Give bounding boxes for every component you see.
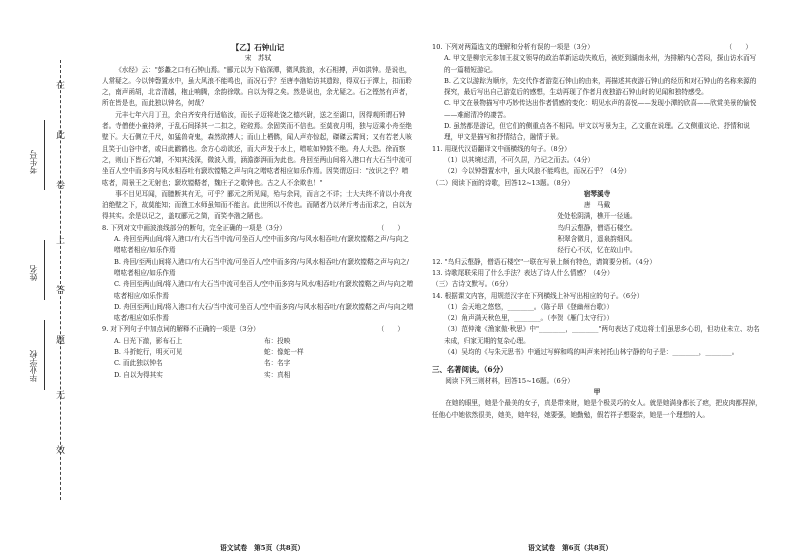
q8-option: D. 舟回至两山间/将入港口有大石/当中流可坐百人/空中而多窍/与风水相吞吐/有窾坎镗鞳之声/与向之噌吰者/相应如乐作焉 [114, 302, 414, 323]
question-11: 11. 用现代汉语翻译文中画横线的句子。（8分） [432, 144, 571, 153]
poem-title: 宿琴溪寺 [583, 189, 611, 198]
name-line [44, 240, 45, 300]
binding-char: 卷 [56, 181, 66, 191]
q9-option: B. 斗折蛇行，明灭可见 蛇：像蛇一样 [114, 348, 304, 357]
essay-paragraph: 《水经》云："彭蠡之口有石钟山焉。"郦元以为下临深潭，微风鼓浪，水石相搏，声如洪钟。是说也，人常疑之。今以钟磬置水中，虽大风浪不能鸣也，而况石乎？至唐李渤始访其遗踪，得双石于潭上，扣而聆之，南声函胡，北音清越，枹止响腾，余韵徐歇。自以为得之矣。然是说也，余尤疑之。石之铿然有声者，所在皆是也，而此独以钟名，何哉？ [102, 65, 412, 108]
q11-item: （1）以其境过清，不可久居，乃记之而去。（4分） [444, 155, 595, 164]
exam-number-line [44, 120, 45, 190]
binding-char: 答 [56, 286, 66, 296]
page-6 [432, 42, 762, 518]
q8-option: A. 舟回至两山间/将入港口/有大石当中流/可坐百人/空中而多窍/与风水相吞吐/有窾坎镗鞳之声/与向之噌吰者相应/如乐作焉 [114, 235, 409, 255]
section-3-intro: 阅读下列三则材料，回答15~16题。（6分） [445, 376, 574, 385]
question-10: 10. 下列对两篇选文的理解和分析有误的一项是（3分） （ ） [432, 43, 752, 51]
essay-title: 【乙】石钟山记 [231, 43, 285, 52]
page-5 [102, 42, 414, 518]
q9-option: D. 自以为得其实 实：真相 [114, 370, 291, 379]
q8-option: B. 舟回/至两山间将入港口/有大石当中流/可坐百人/空中而多窍/与风水相吞吐/有窾坎镗鞳之声与向之/噌吰者相应/如乐作焉 [114, 257, 409, 277]
q14-item: （4）吴均的《与朱元思书》中通过写鲜和鸣的叫声来衬托山林宁静的句子是：________，________。 [444, 348, 739, 357]
q9-option: C. 而此独以钟名 名：名字 [114, 359, 291, 368]
exam-number-label: 考生号 [29, 150, 38, 174]
subsection-2: （二）阅读下面的诗歌，回答12~13题。（8分） [432, 178, 574, 187]
poem-author: 唐 马戴 [583, 201, 611, 210]
binding-char: 此 [56, 131, 66, 141]
school-line [44, 320, 45, 390]
q10-option: C. 甲文在景物描写中巧妙传达出作者情感的变化：明见水声的喜悦——发现小潭的欣喜——欣赏美景的愉悦——难耐清冷的凄苦。 [444, 99, 757, 119]
poem-line: 积翠含微月，遥泉韵细风。 [557, 235, 637, 244]
binding-dashed-line [60, 60, 61, 500]
binding-char: 效 [56, 446, 66, 456]
essay-author: 宋 苏轼 [244, 54, 272, 63]
question-14: 14. 根据课文内容，用规范汉字在下列横线上补写出相应的句子。（6分） [432, 291, 644, 300]
page-5-footer: 语文试卷 第5页（共8页） [220, 544, 305, 552]
q14-item: （2）角声满天秋色里，________。（李贺《雁门太守行》） [444, 314, 614, 323]
q11-item: （2）今以钟磬置水中，虽大风浪不能鸣也，而况石乎？（4分） [444, 167, 631, 176]
question-13: 13. 诗歌尾联采用了什么手法？表达了诗人什么情感？（4分） [432, 268, 614, 277]
poem-line: 鸟归云壑静，僧语石楼空。 [557, 223, 637, 232]
binding-char: 无 [56, 391, 66, 401]
essay-paragraph: 事不目见耳闻，而臆断其有无，可乎？郦元之所见闻，殆与余同，而言之不详；士大夫终不肯以小舟夜泊绝壁之下，故莫能知；而渔工水师虽知而不能言。此世所以不传也。而陋者乃以斧斤考击而求之，自以为得其实。余是以记之，盖叹郦元之简，而笑李渤之陋也。 [102, 189, 412, 221]
binding-char: 题 [56, 336, 66, 346]
q10-option: D. 虽然都是游记，但它们的侧重点各不相同。甲文以写景为主，乙文重在说理。乙文侧重议论、抒情和说理，甲文是描写和抒情结合，融情于景。 [444, 122, 750, 142]
subsection-3: （三）古诗文默写。（6分） [432, 280, 513, 289]
question-12: 12. "鸟归云壑静，僧语石楼空"一联在写景上颇有特色，请简要分析。（4分） [432, 257, 656, 266]
q14-item: （1）会天地之悠悠，________。（陈子昂《登幽州台歌》） [444, 302, 614, 311]
material-jia-text: 在她的眼里，她是个最美的女子，真是带来财，她是个极灵巧的女人。就是她满身都长了疤，把皮肉都捏掉，任他心中她依然很美，她美，她年轻，她要强，她勤勉，假若祥子想娶亲，她是一个理想的人。 [432, 399, 762, 419]
page-6-footer: 语文试卷 第6页（共8页） [528, 544, 613, 552]
poem-line: 经行心不厌，忆在故山中。 [557, 246, 637, 255]
q14-item: （3）范仲淹《渔家傲·秋思》中"________，________"两句表达了戍边将士们虽思乡心切，但功业未立、功名未成，归家无期的复杂心理。 [444, 325, 760, 345]
question-9: 9. 对下列句子中加点词的解释不正确的一项是（3分） （ ） [102, 325, 404, 334]
q10-option: B. 乙文以游踪为顺序，先交代作者游览石钟山的由来，再描述其夜游石钟山的经历和对石钟山的名称来源的探究，最后写出自己游览后的感想，生动再现了作者月夜独游石钟山时的见闻和独特感受。 [444, 76, 757, 97]
binding-margin [0, 0, 100, 560]
q10-option: A. 甲文是柳宗元参加王叔文领导的政治革新运动失败后，被贬到湖南永州，为排解内心苦闷，探山访水而写的一篇精短游记。 [444, 54, 757, 74]
binding-char: 在 [56, 81, 66, 91]
essay-paragraph: 元丰七年六月丁丑，余自齐安舟行适临汝，而长子迈将赴饶之德兴尉，送之至湖口，因得观所谓石钟者。寺僧使小童持斧，于乱石间择其一二扣之，硿硿焉。余固笑而不信也。至莫夜月明，独与迈乘小舟至绝壁下。大石侧立千尺，如猛兽奇鬼，森然欲搏人；而山上栖鹘，闻人声亦惊起，磔磔云霄间；又有若老人咳且笑于山谷中者，或曰此鹳鹤也。余方心动欲还，而大声发于水上，噌吰如钟鼓不绝。舟人大恐。徐而察之，则山下皆石穴罅，不知其浅深，微波入焉，涵澹澎湃而为此也。舟回至两山间将入港口有大石当中流可坐百人空中而多窍与风水相吞吐有窾坎镗鞳之声与向之噌吰者相应如乐作焉。因笑谓迈曰："汝识之乎？噌吰者，周景王之无射也；窾坎镗鞳者，魏庄子之歌钟也。古之人不余欺也！" [102, 110, 412, 187]
name-label: 姓名 [29, 265, 38, 281]
poem-line: 处处松阴满，樵开一径通。 [557, 212, 637, 221]
school-label: 毕业学校 [29, 350, 38, 382]
q8-option: C. 舟回至两山间/将入港口/有大石当中流可坐百人/空中而多窍与风水/相吞吐/有窾坎镗鞳之声/与向之噌吰者相应/如乐作焉 [114, 280, 414, 300]
material-jia-label: 甲 [593, 387, 601, 396]
section-3-heading: 三、名著阅读。（6分） [432, 365, 508, 375]
binding-char: 上 [56, 236, 66, 246]
q9-option: A. 日光下澈，影布石上 布：投映 [114, 336, 291, 345]
question-8: 8. 下列对文中画波浪线部分的断句，完全正确的一项是（3分） （ ） [102, 223, 404, 232]
